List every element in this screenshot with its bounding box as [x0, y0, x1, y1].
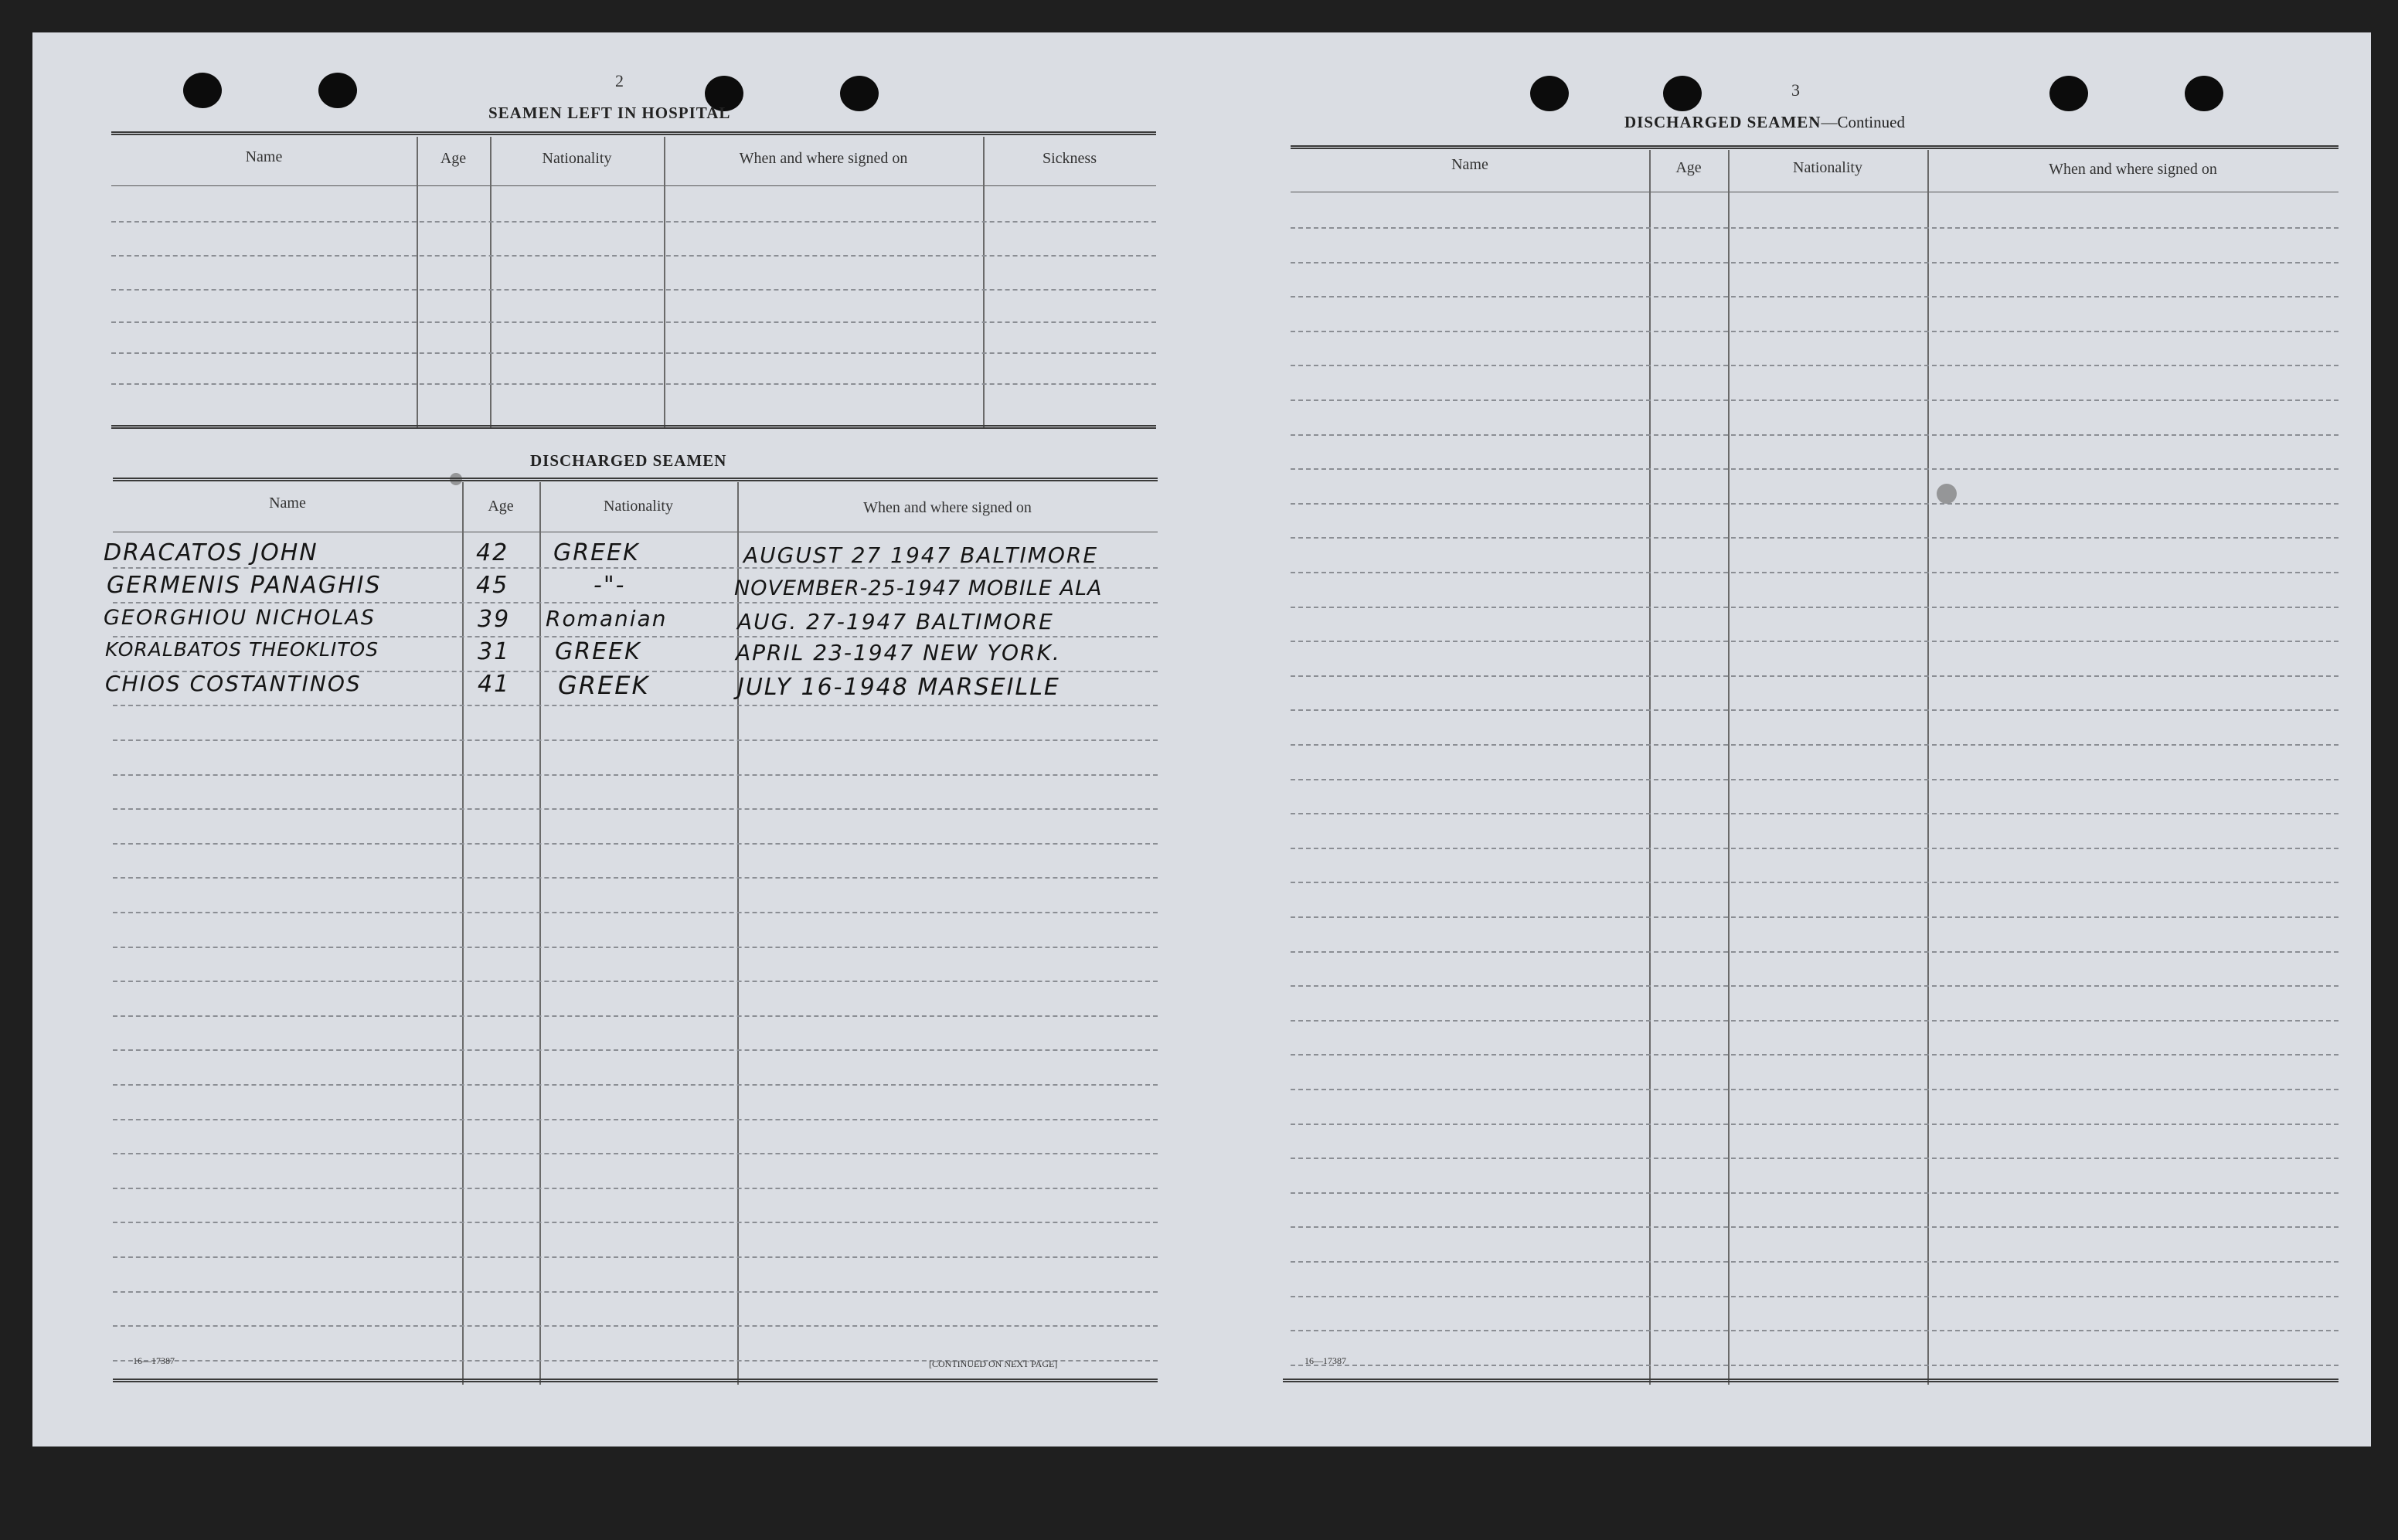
table-row-line: [113, 947, 1158, 948]
column-divider: [1927, 150, 1929, 1385]
table-row-line: [113, 1015, 1158, 1017]
column-divider: [539, 482, 541, 1385]
punch-hole: [1663, 76, 1702, 111]
entry-age: 31: [478, 638, 511, 665]
table-row-line: [1291, 813, 2338, 814]
discharged-continued-title: [1624, 113, 1905, 132]
column-header-nationality: Nationality: [604, 498, 673, 515]
entry-age: 45: [476, 572, 509, 599]
table-row-line: [1291, 916, 2338, 918]
table-row-line: [113, 1119, 1158, 1120]
column-header-signed-on: When and where signed on: [739, 150, 908, 167]
ink-spot: [1937, 484, 1957, 504]
entry-name: KORALBATOS THEOKLITOS: [105, 638, 379, 661]
table-row-line: [1291, 331, 2338, 332]
entry-age: 42: [476, 539, 509, 566]
table-row-line: [1291, 399, 2338, 401]
column-divider: [983, 137, 985, 429]
entry-age: 41: [478, 671, 511, 698]
document-sheet: [32, 32, 2371, 1447]
table-row-line: [113, 912, 1158, 913]
table-top-rule: [1291, 145, 2338, 149]
table-row-line: [1291, 1296, 2338, 1297]
header-underline: [111, 185, 1156, 186]
form-number: 16—17387: [1304, 1355, 1346, 1366]
page-number: 2: [615, 71, 624, 90]
table-top-rule: [111, 131, 1156, 135]
table-row-line: [1291, 1124, 2338, 1125]
entry-signed-on: JULY 16-1948 MARSEILLE: [737, 674, 1060, 701]
column-header-name: Name: [1451, 156, 1488, 173]
table-row-line: [113, 602, 1158, 603]
table-row-line: [113, 1049, 1158, 1051]
entry-nationality: -"-: [594, 572, 626, 599]
punch-hole: [840, 76, 879, 111]
table-row-line: [1291, 709, 2338, 711]
table-row-line: [113, 705, 1158, 706]
discharged-section-title: DISCHARGED SEAMEN: [530, 451, 727, 470]
column-header-name: Name: [245, 148, 283, 165]
table-row-line: [113, 1222, 1158, 1223]
table-row-line: [113, 1256, 1158, 1258]
table-row-line: [1291, 503, 2338, 505]
table-row-line: [1291, 779, 2338, 780]
column-header-age: Age: [1675, 159, 1702, 176]
column-header-nationality: Nationality: [1793, 159, 1862, 176]
table-row-line: [113, 843, 1158, 845]
table-row-line: [1291, 537, 2338, 539]
table-row-line: [113, 636, 1158, 637]
table-row-line: [113, 1291, 1158, 1293]
table-row-line: [1291, 1226, 2338, 1228]
column-divider: [1649, 150, 1651, 1385]
column-header-age: Age: [440, 150, 467, 167]
table-row-line: [1291, 1089, 2338, 1090]
entry-name: CHIOS COSTANTINOS: [105, 671, 362, 696]
punch-hole: [2049, 76, 2088, 111]
column-header-age: Age: [488, 498, 514, 515]
table-row-line: [1291, 1365, 2338, 1366]
entry-signed-on: AUG. 27-1947 BALTIMORE: [737, 609, 1054, 634]
table-row-line: [1291, 434, 2338, 436]
table-row-line: [113, 1153, 1158, 1154]
column-header-sickness: Sickness: [1043, 150, 1097, 167]
column-divider: [490, 137, 492, 429]
table-row-line: [113, 981, 1158, 982]
title-suffix: —Continued: [1821, 113, 1905, 131]
hospital-section-title: SEAMEN LEFT IN HOSPITAL: [488, 104, 731, 122]
form-number: 16—17387: [133, 1355, 175, 1366]
entry-name: GERMENIS PANAGHIS: [107, 572, 382, 599]
table-row-line: [113, 774, 1158, 776]
table-row-line: [111, 383, 1156, 385]
entry-name: GEORGHIOU NICHOLAS: [104, 606, 376, 630]
table-row-line: [1291, 882, 2338, 883]
table-row-line: [1291, 227, 2338, 229]
table-row-line: [113, 877, 1158, 879]
column-header-nationality: Nationality: [542, 150, 612, 167]
table-row-line: [1291, 296, 2338, 297]
table-row-line: [1291, 848, 2338, 849]
table-row-line: [111, 289, 1156, 291]
table-row-line: [1291, 572, 2338, 573]
table-row-line: [1291, 951, 2338, 953]
table-top-rule: [113, 478, 1158, 481]
table-row-line: [1291, 985, 2338, 987]
table-row-line: [1291, 641, 2338, 642]
entry-signed-on: APRIL 23-1947 NEW YORK.: [736, 640, 1061, 665]
page-number: 3: [1791, 80, 1800, 100]
table-row-line: [111, 321, 1156, 323]
table-bottom-rule: [1283, 1379, 2338, 1382]
table-row-line: [1291, 365, 2338, 366]
entry-signed-on: AUGUST 27 1947 BALTIMORE: [743, 542, 1099, 568]
column-header-signed-on: When and where signed on: [863, 499, 1032, 516]
table-row-line: [113, 1188, 1158, 1189]
table-row-line: [113, 808, 1158, 810]
table-row-line: [113, 1084, 1158, 1086]
column-divider: [462, 482, 464, 1385]
table-row-line: [111, 255, 1156, 257]
entry-signed-on: NOVEMBER-25-1947 MOBILE ALA: [734, 576, 1103, 600]
table-bottom-rule: [113, 1379, 1158, 1382]
table-row-line: [111, 221, 1156, 223]
table-row-line: [1291, 607, 2338, 608]
entry-nationality: Romanian: [546, 606, 668, 631]
table-row-line: [1291, 744, 2338, 746]
table-row-line: [1291, 1158, 2338, 1159]
entry-name: DRACATOS JOHN: [104, 539, 318, 566]
table-bottom-rule: [111, 425, 1156, 429]
column-header-signed-on: When and where signed on: [2049, 161, 2217, 178]
entry-nationality: GREEK: [555, 638, 641, 665]
punch-hole: [1530, 76, 1569, 111]
table-row-line: [1291, 1330, 2338, 1331]
column-header-name: Name: [269, 495, 306, 512]
table-row-line: [111, 352, 1156, 354]
punch-hole: [183, 73, 222, 108]
entry-nationality: GREEK: [553, 539, 640, 566]
table-row-line: [1291, 1261, 2338, 1263]
table-row-line: [1291, 1192, 2338, 1194]
entry-nationality: GREEK: [558, 671, 650, 700]
table-row-line: [113, 739, 1158, 741]
punch-hole: [2185, 76, 2223, 111]
column-divider: [417, 137, 418, 429]
continued-note: [CONTINUED ON NEXT PAGE]: [929, 1358, 1058, 1369]
table-row-line: [1291, 468, 2338, 470]
table-row-line: [1291, 262, 2338, 263]
table-row-line: [113, 1325, 1158, 1327]
entry-age: 39: [478, 606, 511, 633]
table-row-line: [1291, 675, 2338, 677]
column-divider: [664, 137, 665, 429]
table-row-line: [1291, 1054, 2338, 1056]
punch-hole: [318, 73, 357, 108]
table-row-line: [1291, 1020, 2338, 1022]
column-divider: [1728, 150, 1730, 1385]
title-main: DISCHARGED SEAMEN: [1624, 113, 1821, 131]
